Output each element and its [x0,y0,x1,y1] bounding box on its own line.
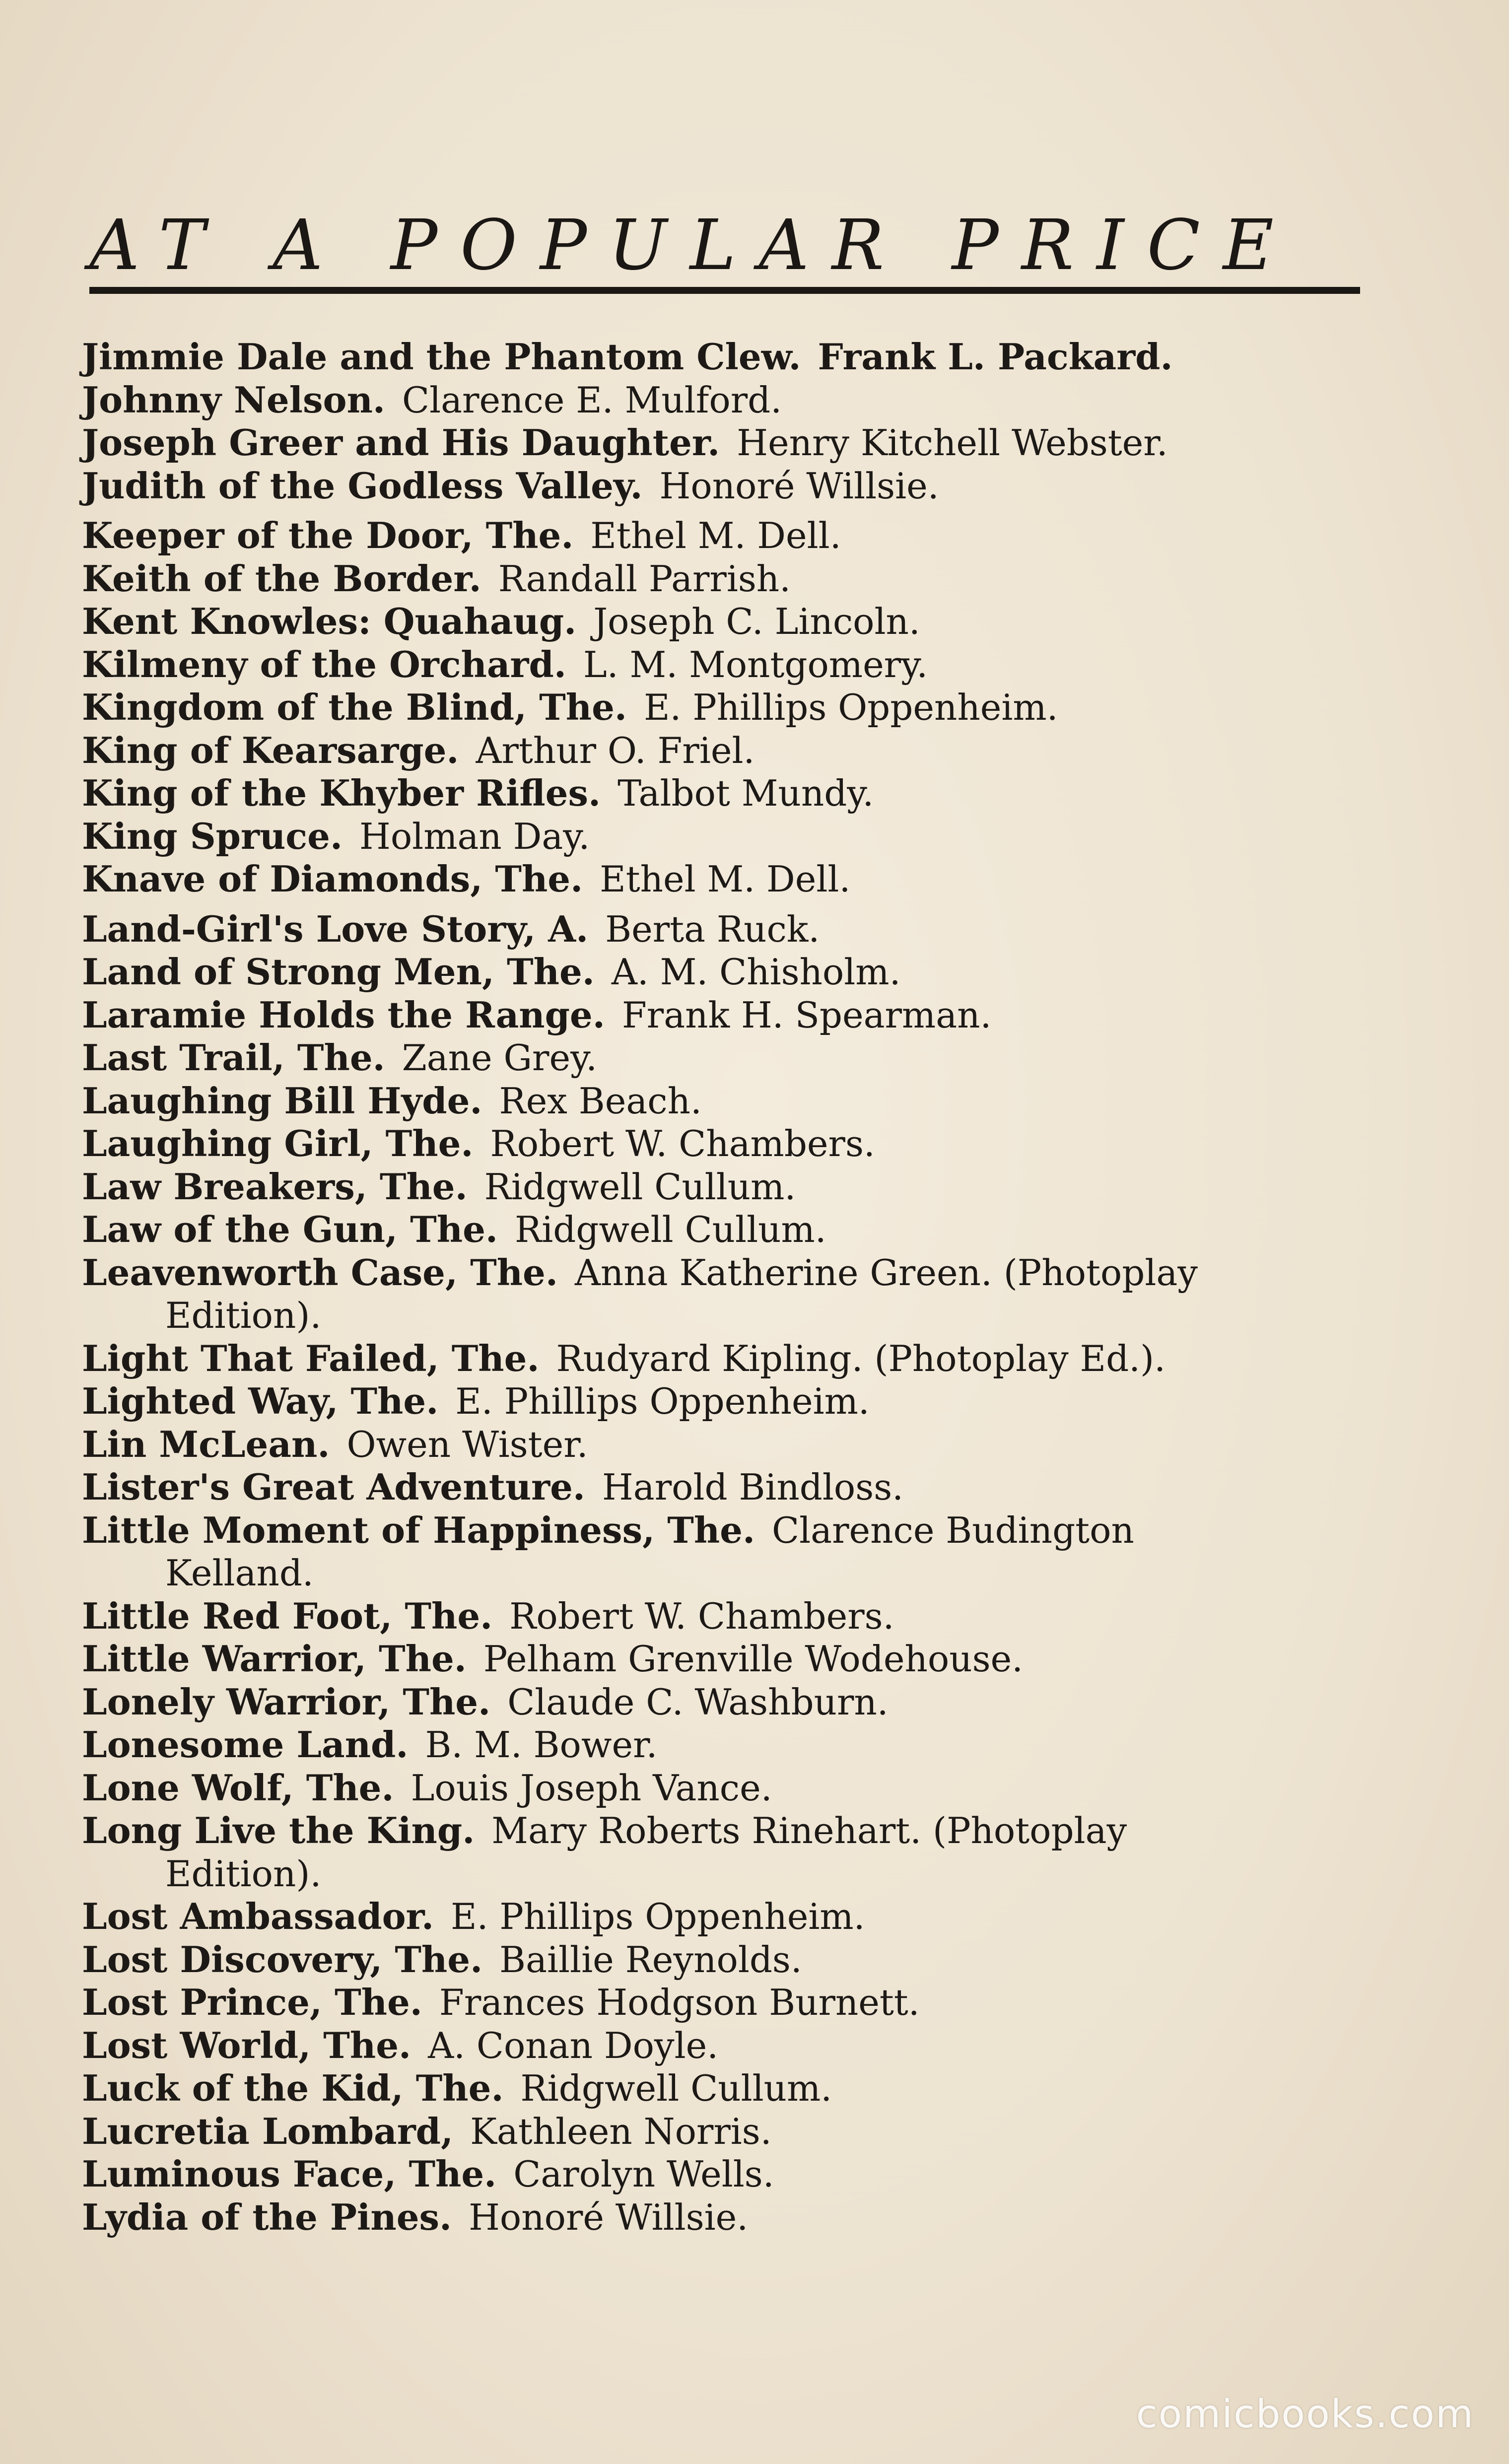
book-title: Lost World, The. [82,2024,412,2066]
list-item [82,336,1353,379]
book-title: Little Warrior, The. [82,1638,467,1680]
book-title: King of Kearsarge. [82,729,459,771]
list-item [82,643,1353,686]
book-title: Lonely Warrior, The. [82,1680,491,1723]
list-item [82,1208,1353,1251]
book-title: Keith of the Border. [82,557,481,600]
book-title: Johnny Nelson. [82,378,385,421]
book-title: Laughing Bill Hyde. [82,1079,482,1122]
book-title: Lost Discovery, The. [82,1938,483,1981]
book-title: Little Moment of Happiness, The. [82,1508,755,1551]
list-item [82,2110,1353,2153]
list-item-continuation: Kelland. [165,1552,314,1594]
book-title: Kilmeny of the Orchard. [82,643,566,685]
book-author: Zane Grey. [402,1037,598,1079]
book-title: Lister's Great Adventure. [82,1466,585,1508]
book-title: Knave of Diamonds, The. [82,858,583,900]
list-item [82,1380,1353,1423]
list-item [82,1165,1353,1209]
list-item [82,1809,1353,1852]
book-author: Arthur O. Friel. [476,729,755,771]
book-title: Jimmie Dale and the Phantom Clew. [82,336,801,378]
book-title: Judith of the Godless Valley. [82,464,643,507]
book-title: Land of Strong Men, The. [82,951,595,993]
book-author: Carolyn Wells. [513,2153,774,2195]
book-title: Lin McLean. [82,1423,330,1465]
list-item [82,1080,1353,1123]
book-author: A. M. Chisholm. [611,951,901,993]
list-item [82,600,1353,643]
book-author: Owen Wister. [346,1423,588,1465]
list-item [82,1337,1353,1380]
book-author: E. Phillips Oppenheim. [451,1896,865,1937]
book-author: Clarence E. Mulford. [402,379,782,421]
book-author: Randall Parrish. [498,557,791,600]
book-title: Luck of the Kid, The. [82,2067,504,2109]
book-title: Law Breakers, The. [82,1165,468,1208]
list-item [82,1251,1353,1295]
list-item [82,815,1353,858]
book-author: Holman Day. [359,815,590,857]
header-rule [89,287,1360,294]
book-title: Lost Ambassador. [82,1895,434,1937]
book-title: Lost Prince, The. [82,1981,422,2023]
book-title: Leavenworth Case, The. [82,1251,558,1294]
book-author: Ridgwell Cullum. [484,1165,796,1208]
book-title: Keeper of the Door, The. [82,514,574,556]
book-title: Lonesome Land. [82,1723,409,1766]
list-item [82,729,1353,772]
book-title: Laramie Holds the Range. [82,993,605,1036]
list-item [82,858,1353,901]
list-item [82,1981,1353,2024]
book-title: Lone Wolf, The. [82,1766,394,1809]
book-title: Kent Knowles: Quahaug. [82,600,577,642]
list-item [82,1938,1353,1982]
book-author: Baillie Reynolds. [499,1938,802,1981]
book-author: Frances Hodgson Burnett. [439,1982,920,2023]
list-item [82,772,1353,815]
book-title: Lydia of the Pines. [82,2195,452,2238]
list-item [82,2067,1353,2110]
book-list [82,336,1353,2239]
list-item [82,2024,1353,2067]
list-item [82,1895,1353,1938]
list-item-continuation: Edition). [165,1852,322,1895]
book-title: Kingdom of the Blind, The. [82,686,627,728]
book-title: Long Live the King. [82,1809,475,1851]
book-author: Honoré Willsie. [469,2196,749,2238]
list-item [82,557,1353,601]
book-author: Mary Roberts Rinehart. (Photoplay [491,1810,1127,1851]
list-item [82,994,1353,1037]
book-author: Harold Bindloss. [602,1466,904,1508]
watermark: comicbooks.com [1136,2392,1474,2437]
list-item [82,1681,1353,1724]
list-item [82,686,1353,729]
book-author: Berta Ruck. [605,908,820,950]
book-author: Robert W. Chambers. [490,1123,875,1164]
list-item [82,1723,1353,1767]
book-author: Rudyard Kipling. (Photoplay Ed.). [556,1337,1166,1379]
list-item [82,1423,1353,1466]
book-title: Law of the Gun, The. [82,1208,498,1250]
book-author: Henry Kitchell Webster. [737,422,1168,464]
book-title: Laughing Girl, The. [82,1122,474,1164]
book-author: Ethel M. Dell. [600,858,851,900]
list-item [82,1466,1353,1509]
book-author: Robert W. Chambers. [509,1595,894,1637]
book-author: Rex Beach. [499,1080,702,1122]
book-author: Ridgwell Cullum. [520,2067,832,2109]
page-title: AT A POPULAR PRICE [89,205,1297,286]
book-author: Kathleen Norris. [470,2110,772,2152]
book-title: Lucretia Lombard, [82,2110,454,2152]
list-item [82,421,1353,465]
list-item [82,2153,1353,2196]
book-author: Ethel M. Dell. [590,515,841,556]
book-title: Last Trail, The. [82,1036,385,1079]
book-author: Louis Joseph Vance. [411,1767,772,1809]
list-item [82,1638,1353,1681]
list-item [82,2196,1353,2239]
book-title: Little Red Foot, The. [82,1594,493,1637]
book-author: Frank H. Spearman. [621,994,992,1036]
book-author: Joseph C. Lincoln. [593,601,920,642]
list-item [82,951,1353,994]
book-title: Joseph Greer and His Daughter. [82,421,720,464]
list-item [82,1767,1353,1810]
book-title: Lighted Way, The. [82,1380,439,1422]
book-author: A. Conan Doyle. [428,2024,719,2066]
book-title: King of the Khyber Rifles. [82,772,601,814]
book-author: Ridgwell Cullum. [514,1209,826,1250]
book-author: E. Phillips Oppenheim. [455,1380,870,1422]
book-title: Land-Girl's Love Story, A. [82,907,589,950]
book-author: L. M. Montgomery. [583,643,928,685]
page-header [89,205,1360,298]
book-author: Claude C. Washburn. [507,1681,889,1723]
book-author: Anna Katherine Green. (Photoplay [574,1251,1198,1294]
book-author: Frank L. Packard. [818,336,1173,378]
list-item [82,465,1353,508]
list-item [82,379,1353,422]
list-item [82,1122,1353,1165]
list-item-continuation: Edition). [165,1295,322,1336]
book-author: E. Phillips Oppenheim. [643,686,1058,728]
list-item [82,514,1353,557]
book-title: Luminous Face, The. [82,2153,497,2195]
list-item [82,1036,1353,1080]
list-item [82,908,1353,951]
book-title: Light That Failed, The. [82,1337,540,1379]
book-author: Honoré Willsie. [659,465,939,507]
list-item [82,1595,1353,1638]
book-author: Clarence Budington [772,1509,1134,1551]
book-title: King Spruce. [82,815,343,857]
book-author: Talbot Mundy. [617,772,874,814]
book-author: B. M. Bower. [425,1724,658,1766]
book-author: Pelham Grenville Wodehouse. [483,1638,1024,1680]
list-item [82,1509,1353,1552]
